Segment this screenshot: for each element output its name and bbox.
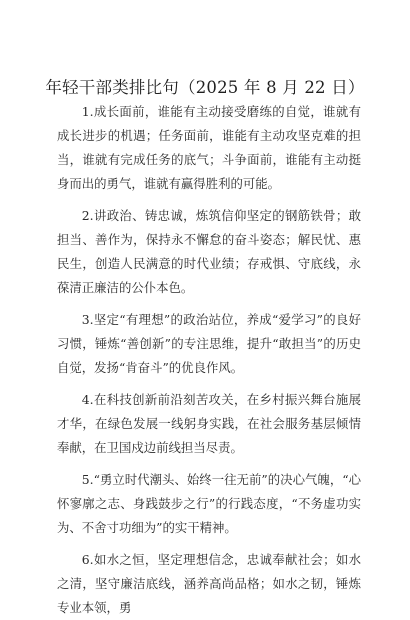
paragraph-3: 3.坚定“有理想”的政治站位，养成“爱学习”的良好习惯，锤炼“善创新”的专注思维，提升“敢担当”的历史自觉，发扬“肯奋斗”的优良作风。 <box>57 312 361 375</box>
paragraph-2: 2.讲政治、铸忠诚，炼筑信仰坚定的钢筋铁骨；敢担当、善作为，保持永不懈怠的奋斗姿态；解民忧、惠民生，创造人民满意的时代业绩；存戒惧、守底线，永葆清正廉洁的公仆本色。 <box>57 208 361 295</box>
paragraph-5: 5.“勇立时代潮头、始终一往无前”的决心气魄，“心怀寥廓之志、身践鼓步之行”的行践态度，“不务虚功实为、不舍寸功细为”的实干精神。 <box>57 472 361 535</box>
paragraph-4: 4.在科技创新前沿刻苦攻关，在乡村振兴舞台施展才华，在绿色发展一线躬身实践，在社会服务基层倾情奉献，在卫国戍边前线担当尽责。 <box>57 392 361 455</box>
paragraph-6: 6.如水之恒，坚定理想信念，忠诚奉献社会；如水之清，坚守廉洁底线，涵养高尚品格；如水之韧，锤炼专业本领，勇 <box>57 552 361 615</box>
paragraph-1: 1.成长面前，谁能有主动接受磨练的自觉，谁就有成长进步的机遇；任务面前，谁能有主动攻坚克难的担当，谁就有完成任务的底气；斗争面前，谁能有主动挺身而出的勇气，谁就有赢得胜利的可能。 <box>57 104 361 191</box>
document-body <box>57 100 361 620</box>
document-title: 年轻干部类排比句（2025 年 8 月 22 日） <box>45 78 365 97</box>
